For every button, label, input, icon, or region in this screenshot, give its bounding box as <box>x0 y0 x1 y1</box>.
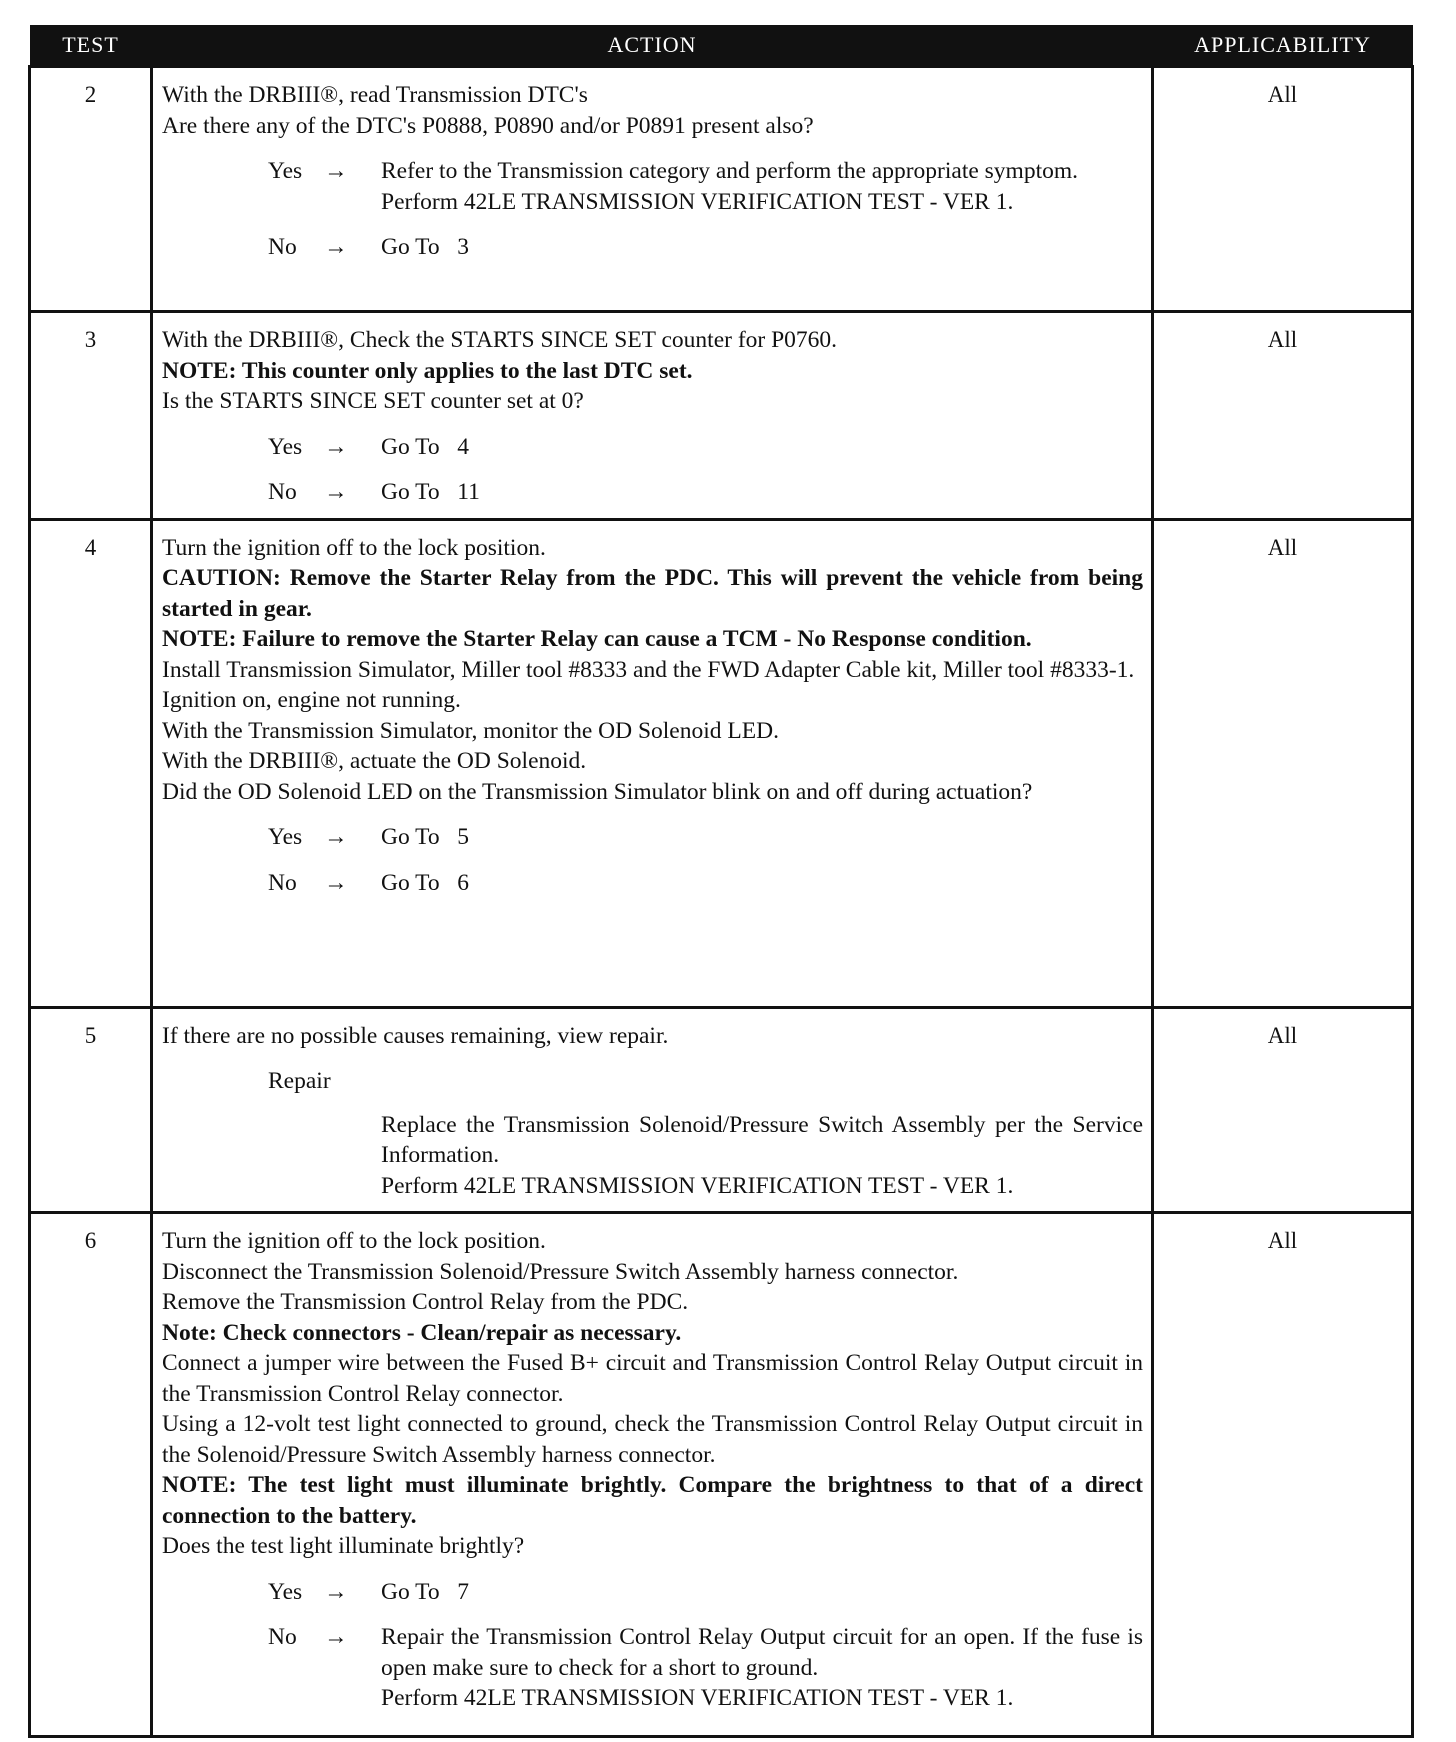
goto-label: Go To <box>381 479 440 505</box>
goto-target: 5 <box>457 824 470 850</box>
header-action: ACTION <box>152 25 1153 67</box>
response-line: Perform 42LE TRANSMISSION VERIFICATION TEST - VER 1. <box>381 1685 1014 1711</box>
applicability: All <box>1153 1007 1413 1213</box>
action-cell <box>152 1007 1153 1213</box>
no-label: No <box>268 234 297 260</box>
applicability: All <box>1153 67 1413 312</box>
caution-line: CAUTION: Remove the Starter Relay from the PDC. This will prevent the vehicle from being started in gear. <box>162 565 1143 622</box>
yes-label: Yes <box>268 433 303 460</box>
arrow-icon: → <box>324 1578 348 1605</box>
table-row <box>30 1213 1413 1737</box>
arrow-icon: → <box>324 1624 348 1650</box>
no-label: No <box>268 479 297 505</box>
action-line: Does the test light illuminate brightly? <box>162 1533 525 1559</box>
goto-target: 7 <box>457 1578 470 1605</box>
action-line: Connect a jumper wire between the Fused B+ circuit and Transmission Control Relay Output circuit in the Transmission Control Relay connector. <box>162 1350 1143 1407</box>
table-row <box>30 67 1413 312</box>
arrow-icon: → <box>324 433 348 460</box>
goto-label: Go To <box>381 234 440 260</box>
response-text <box>381 1622 1143 1714</box>
test-number: 2 <box>30 67 152 312</box>
repair-body <box>381 1110 1143 1202</box>
repair-line: Perform 42LE TRANSMISSION VERIFICATION TEST - VER 1. <box>381 1172 1014 1199</box>
goto-link[interactable] <box>381 477 1143 508</box>
goto-target: 3 <box>457 234 470 260</box>
action-line: Are there any of the DTC's P0888, P0890 and/or P0891 present also? <box>162 112 814 139</box>
action-line: With the DRBIII®, actuate the OD Solenoid. <box>162 748 587 774</box>
response-line: Refer to the Transmission category and perform the appropriate symptom. <box>381 158 1079 184</box>
arrow-icon: → <box>324 479 348 505</box>
goto-target: 6 <box>457 869 470 896</box>
response-text <box>381 156 1143 217</box>
applicability: All <box>1153 1213 1413 1737</box>
goto-target: 11 <box>457 479 480 505</box>
response-line: Repair the Transmission Control Relay Output circuit for an open. If the fuse is open make sure to check for a short to ground. <box>381 1624 1143 1681</box>
arrow-icon: → <box>324 869 348 896</box>
note-line: Note: Check connectors - Clean/repair as necessary. <box>162 1319 682 1346</box>
action-line: Turn the ignition off to the lock position. <box>162 1228 546 1254</box>
no-label: No <box>268 1624 297 1650</box>
action-line: Using a 12-volt test light connected to ground, check the Transmission Control Relay Output circuit in the Solenoid/Pressure Switch Assembly harness connector. <box>162 1411 1143 1468</box>
goto-label: Go To <box>381 824 440 850</box>
action-line: Turn the ignition off to the lock position. <box>162 534 546 561</box>
goto-label: Go To <box>381 869 440 896</box>
table-header <box>30 25 1413 67</box>
action-cell <box>152 519 1153 1007</box>
header-applicability: APPLICABILITY <box>1153 25 1413 67</box>
action-line: With the DRBIII®, Check the STARTS SINCE SET counter for P0760. <box>162 327 838 353</box>
note-line: NOTE: The test light must illuminate brightly. Compare the brightness to that of a direct connection to the battery. <box>162 1472 1143 1529</box>
goto-link[interactable] <box>381 432 1143 463</box>
action-line: Ignition on, engine not running. <box>162 687 461 713</box>
action-cell <box>152 67 1153 312</box>
yes-response <box>268 822 1143 853</box>
test-number: 4 <box>30 519 152 1007</box>
note-line: NOTE: Failure to remove the Starter Relay can cause a TCM - No Response condition. <box>162 626 1032 652</box>
no-response <box>268 868 1143 899</box>
test-number: 3 <box>30 312 152 520</box>
goto-link[interactable] <box>381 232 1143 263</box>
yes-response <box>268 156 1143 217</box>
note-line: NOTE: This counter only applies to the last DTC set. <box>162 357 693 384</box>
goto-link[interactable] <box>381 822 1143 853</box>
yes-label: Yes <box>268 1578 303 1605</box>
goto-link[interactable] <box>381 1577 1143 1608</box>
action-cell <box>152 1213 1153 1737</box>
applicability: All <box>1153 312 1413 520</box>
action-line: Install Transmission Simulator, Miller tool #8333 and the FWD Adapter Cable kit, Miller tool #8333-1. <box>162 656 1135 683</box>
arrow-icon: → <box>324 158 348 184</box>
action-cell <box>152 312 1153 520</box>
no-response <box>268 477 1143 508</box>
response-line: Perform 42LE TRANSMISSION VERIFICATION TEST - VER 1. <box>381 188 1014 215</box>
yes-label: Yes <box>268 158 303 184</box>
table-row <box>30 519 1413 1007</box>
table-row <box>30 1007 1413 1213</box>
action-line: Is the STARTS SINCE SET counter set at 0? <box>162 388 584 414</box>
arrow-icon: → <box>324 234 348 260</box>
yes-label: Yes <box>268 824 303 850</box>
action-line: With the Transmission Simulator, monitor the OD Solenoid LED. <box>162 717 779 744</box>
action-line: If there are no possible causes remaining, view repair. <box>162 1022 669 1049</box>
diagnostic-table <box>28 25 1414 1738</box>
arrow-icon: → <box>324 824 348 850</box>
goto-label: Go To <box>381 1578 440 1605</box>
diagnostic-table-page <box>28 25 1411 1738</box>
yes-response <box>268 1577 1143 1608</box>
header-test: TEST <box>30 25 152 67</box>
repair-label: Repair <box>268 1068 331 1094</box>
no-response <box>268 1622 1143 1714</box>
applicability: All <box>1153 519 1413 1007</box>
goto-label: Go To <box>381 433 440 460</box>
action-line: Disconnect the Transmission Solenoid/Pressure Switch Assembly harness connector. <box>162 1258 959 1285</box>
table-row <box>30 312 1413 520</box>
no-label: No <box>268 869 297 896</box>
action-line: Remove the Transmission Control Relay from the PDC. <box>162 1289 689 1315</box>
goto-target: 4 <box>457 433 470 460</box>
test-number: 5 <box>30 1007 152 1213</box>
yes-response <box>268 432 1143 463</box>
action-line: Did the OD Solenoid LED on the Transmission Simulator blink on and off during actuation? <box>162 778 1033 805</box>
goto-link[interactable] <box>381 868 1143 899</box>
test-number: 6 <box>30 1213 152 1737</box>
action-line: With the DRBIII®, read Transmission DTC's <box>162 82 588 108</box>
repair-line: Replace the Transmission Solenoid/Pressure Switch Assembly per the Service Information. <box>381 1111 1143 1168</box>
no-response <box>268 232 1143 263</box>
